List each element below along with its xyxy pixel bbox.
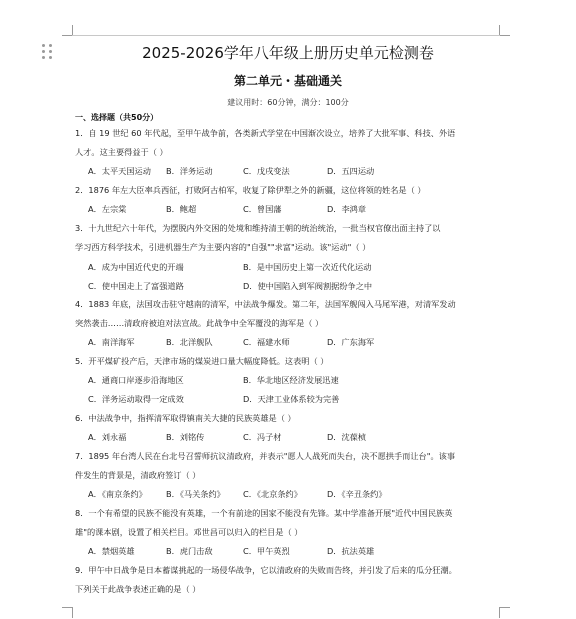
question-9-line-1: 9．甲午中日战争是日本蓄谋挑起的一场侵华战争，它以清政府的失败而告终，并引发了后来的瓜分狂潮。: [75, 565, 457, 575]
section-heading: 一、选择题（共50分）: [75, 113, 159, 122]
crop-mark-bottom-left: [62, 607, 73, 618]
question-1-option-d: D．五四运动: [327, 166, 375, 176]
question-5-option-c: C．洋务运动取得一定成效: [88, 394, 184, 404]
question-8-option-b: B．虎门击敌: [166, 546, 213, 556]
question-1-option-a: A．太平天国运动: [88, 166, 151, 176]
question-4-line-2: 突然袭击……清政府被迫对法宣战。此战争中全军覆没的海军是（ ）: [75, 318, 324, 328]
question-6-option-d: D．沈葆桢: [327, 432, 367, 442]
question-2-option-c: C．曾国藩: [243, 204, 282, 214]
question-5-line-1: 5．开平煤矿投产后，天津市场的煤炭进口量大幅度降低。这表明（ ）: [75, 356, 329, 366]
header-rule: [72, 35, 500, 36]
question-1-option-b: B．洋务运动: [166, 166, 213, 176]
question-7-option-b: B．《马关条约》: [166, 489, 225, 499]
question-5-option-d: D．天津工业体系较为完善: [243, 394, 340, 404]
question-2-line-1: 2．1876 年左大臣率兵西征，打败阿古柏军，收复了除伊犁之外的新疆，这位将领的姓名是（ ）: [75, 185, 426, 195]
question-6-option-a: A．刘永福: [88, 432, 127, 442]
question-3-option-d: D．使中国陷入到军阀割据纷争之中: [243, 281, 373, 291]
question-3-line-2: 学习西方科学技术，引进机器生产为主要内容的"自强""求富"运动。该"运动"（ ）: [75, 242, 371, 252]
crop-mark-bottom-right: [499, 607, 510, 618]
question-4-line-1: 4．1883 年底，法国攻击驻守越南的清军，中法战争爆发。第二年，法国军舰闯入马尾军港，对清军发动: [75, 299, 456, 309]
page-subtitle: 第二单元・基础通关: [233, 74, 342, 88]
question-6-option-c: C．冯子材: [243, 432, 282, 442]
question-1-line-1: 1．自 19 世纪 60 年代起，至甲午战争前，各类新式学堂在中国渐次设立，培养了大批军事、科技、外语: [75, 128, 456, 138]
question-7-option-d: D．《辛丑条约》: [327, 489, 387, 499]
question-4-option-b: B．北洋舰队: [166, 337, 213, 347]
question-6-option-b: B．刘铭传: [166, 432, 205, 442]
question-9-line-2: 下列关于此战争表述正确的是（ ）: [75, 584, 201, 594]
question-8-option-c: C．甲午英烈: [243, 546, 290, 556]
question-8-option-d: D．抗法英雄: [327, 546, 375, 556]
question-1-line-2: 人才。这主要得益于（ ）: [75, 147, 168, 157]
question-5-option-a: A．通商口岸逐步沿海地区: [88, 375, 184, 385]
question-1-option-c: C．戊戌变法: [243, 166, 290, 176]
question-2-option-d: D．李鸿章: [327, 204, 367, 214]
question-3-option-a: A．成为中国近代史的开端: [88, 262, 184, 272]
question-6-line-1: 6．中法战争中，指挥清军取得镇南关大捷的民族英雄是（ ）: [75, 413, 296, 423]
question-3-line-1: 3．十九世纪六十年代，为摆脱内外交困的处境和维持清王朝的统治统治，一批当权官僚出面主持了以: [75, 223, 441, 233]
question-8-line-1: 8．一个有希望的民族不能没有英雄，一个有前途的国家不能没有先锋。某中学准备开展"近代中国民族英: [75, 508, 453, 518]
question-7-option-c: C．《北京条约》: [243, 489, 302, 499]
question-8-line-2: 雄"的课本剧，设置了相关栏目。邓世昌可以归入的栏目是（ ）: [75, 527, 303, 537]
question-7-option-a: A．《南京条约》: [88, 489, 147, 499]
question-8-option-a: A．禁烟英雄: [88, 546, 135, 556]
page-title: 2025-2026学年八年级上册历史单元检测卷: [142, 44, 434, 62]
question-3-option-b: B．是中国历史上第一次近代化运动: [243, 262, 372, 272]
question-3-option-c: C．使中国走上了富强道路: [88, 281, 184, 291]
question-2-option-b: B．鲍超: [166, 204, 197, 214]
question-5-option-b: B．华北地区经济发展迅速: [243, 375, 339, 385]
question-4-option-d: D．广东海军: [327, 337, 375, 347]
exam-info: 建议用时：60分钟，满分：100分: [227, 98, 349, 107]
question-2-option-a: A．左宗棠: [88, 204, 127, 214]
question-7-line-1: 7．1895 年台湾人民在台北号召誓师抗议清政府，并表示"愿人人战死而失台，决不愿拱手而让台"。该事: [75, 451, 456, 461]
crop-mark-top-right: [499, 25, 510, 36]
question-7-line-2: 件发生的背景是，清政府签订（ ）: [75, 470, 201, 480]
question-4-option-c: C．福建水师: [243, 337, 290, 347]
question-4-option-a: A．南洋海军: [88, 337, 135, 347]
